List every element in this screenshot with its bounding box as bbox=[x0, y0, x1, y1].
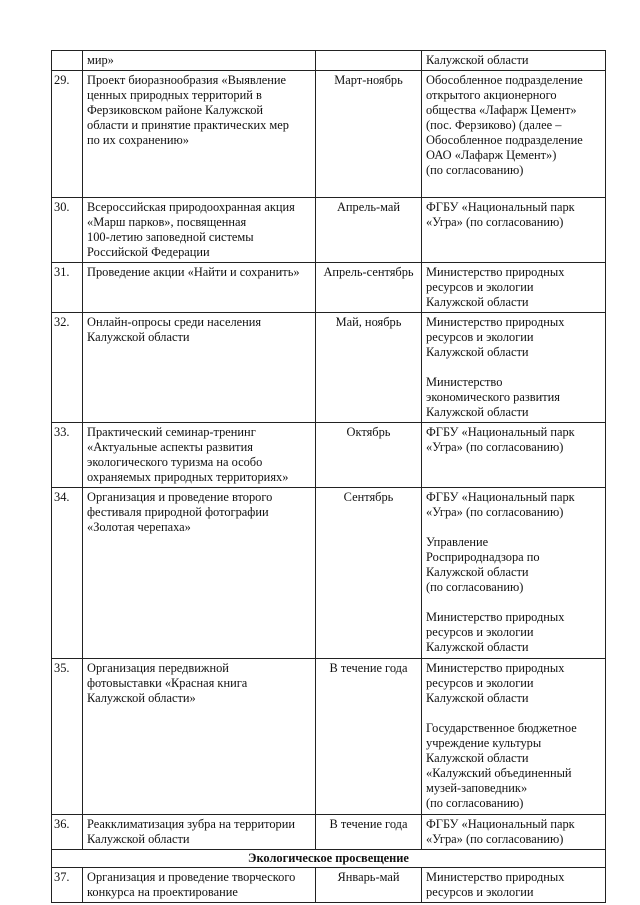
table-row bbox=[52, 263, 606, 313]
responsible-cell: ФГБУ «Национальный парк «Угра» (по согласованию) bbox=[422, 198, 606, 263]
responsible-cell: ФГБУ «Национальный парк «Угра» (по согласованию) bbox=[422, 815, 606, 850]
table-row bbox=[52, 51, 606, 71]
period-cell: Май, ноябрь bbox=[316, 313, 422, 423]
table-row bbox=[52, 488, 606, 659]
responsible-cell: Министерство природных ресурсов и экологии Калужской области Государственное бюджетное учреждение культуры Калужской области «Калужский объединенный музей-заповедник» (по согласованию) bbox=[422, 659, 606, 815]
table-row bbox=[52, 313, 606, 423]
period-cell bbox=[316, 51, 422, 71]
period-cell: В течение года bbox=[316, 659, 422, 815]
activity-cell: Всероссийская природоохранная акция «Марш парков», посвященная 100-летию заповедной системы Российской Федерации bbox=[83, 198, 316, 263]
table-row bbox=[52, 198, 606, 263]
events-table bbox=[51, 50, 606, 903]
activity-cell: мир» bbox=[83, 51, 316, 71]
responsible-cell: ФГБУ «Национальный парк «Угра» (по согласованию) Управление Росприроднадзора по Калужской области (по согласованию) Министерство природных ресурсов и экологии Калужской области bbox=[422, 488, 606, 659]
period-cell: Апрель-май bbox=[316, 198, 422, 263]
activity-cell: Организация передвижной фотовыставки «Красная книга Калужской области» bbox=[83, 659, 316, 815]
period-cell: Октябрь bbox=[316, 423, 422, 488]
activity-cell: Организация и проведение творческого конкурса на проектирование bbox=[83, 868, 316, 903]
activity-cell: Проведение акции «Найти и сохранить» bbox=[83, 263, 316, 313]
row-number: 30. bbox=[52, 198, 83, 263]
table-row bbox=[52, 868, 606, 903]
period-cell: Январь-май bbox=[316, 868, 422, 903]
activity-cell: Онлайн-опросы среди населения Калужской области bbox=[83, 313, 316, 423]
row-number: 33. bbox=[52, 423, 83, 488]
section-header-row bbox=[52, 850, 606, 868]
row-number: 34. bbox=[52, 488, 83, 659]
period-cell: Сентябрь bbox=[316, 488, 422, 659]
activity-cell: Проект биоразнообразия «Выявление ценных природных территорий в Ферзиковском районе Калужской области и принятие практических мер по их сохранению» bbox=[83, 71, 316, 198]
responsible-cell: Министерство природных ресурсов и экологии Калужской области bbox=[422, 263, 606, 313]
responsible-cell: Министерство природных ресурсов и экологии Калужской области Министерство экономического развития Калужской области bbox=[422, 313, 606, 423]
responsible-cell: Калужской области bbox=[422, 51, 606, 71]
table-row bbox=[52, 659, 606, 815]
period-cell: Март-ноябрь bbox=[316, 71, 422, 198]
row-number: 37. bbox=[52, 868, 83, 903]
row-number: 35. bbox=[52, 659, 83, 815]
activity-cell: Организация и проведение второго фестиваля природной фотографии «Золотая черепаха» bbox=[83, 488, 316, 659]
period-cell: Апрель-сентябрь bbox=[316, 263, 422, 313]
row-number: 29. bbox=[52, 71, 83, 198]
period-cell: В течение года bbox=[316, 815, 422, 850]
row-number: 36. bbox=[52, 815, 83, 850]
table-row bbox=[52, 423, 606, 488]
row-number: 32. bbox=[52, 313, 83, 423]
table-row bbox=[52, 815, 606, 850]
responsible-cell: ФГБУ «Национальный парк «Угра» (по согласованию) bbox=[422, 423, 606, 488]
responsible-cell: Министерство природных ресурсов и экологии bbox=[422, 868, 606, 903]
row-number bbox=[52, 51, 83, 71]
responsible-cell: Обособленное подразделение открытого акционерного общества «Лафарж Цемент» (пос. Ферзиково) (далее – Обособленное подразделение ОАО «Лафарж Цемент») (по согласованию) bbox=[422, 71, 606, 198]
table-row bbox=[52, 71, 606, 198]
section-title: Экологическое просвещение bbox=[52, 850, 606, 868]
row-number: 31. bbox=[52, 263, 83, 313]
document-page bbox=[51, 50, 605, 903]
activity-cell: Практический семинар-тренинг «Актуальные аспекты развития экологического туризма на особо охраняемых природных территориях» bbox=[83, 423, 316, 488]
activity-cell: Реакклиматизация зубра на территории Калужской области bbox=[83, 815, 316, 850]
